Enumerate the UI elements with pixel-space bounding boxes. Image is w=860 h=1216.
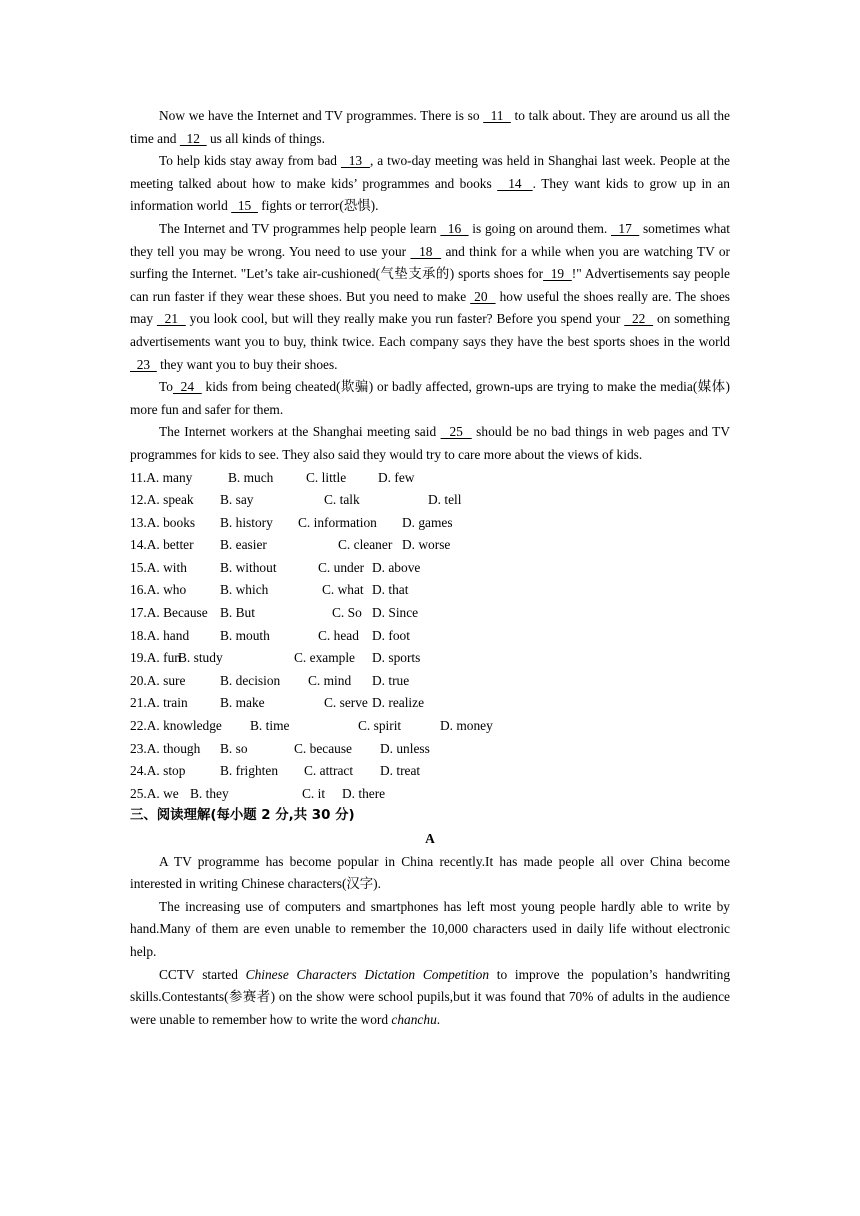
option-choice: 25.A. we <box>130 785 179 801</box>
option-row <box>130 783 730 806</box>
option-choice: 18.A. hand <box>130 627 190 643</box>
option-choice: D. sports <box>372 650 421 666</box>
text-run: The Internet and TV programmes help people learn <box>159 220 441 236</box>
text-run: Now we have the Internet and TV programmes. There is so <box>159 108 484 123</box>
option-row <box>130 670 730 693</box>
text-run: , a two-day meeting was held in Shanghai last week. People at the meeting talked about how to make kids’ programmes and books <box>130 153 731 191</box>
reading-paragraph: A TV programme has become popular in China recently.It has made people all over China become interested in writing Chinese characters(汉字). <box>130 853 730 892</box>
option-choice: D. treat <box>380 763 421 779</box>
text-run: and think for a while when you are watching TV or surfing the Internet. "Let’s take air-cushioned(气垫支承的) sports shoes for <box>130 243 730 282</box>
cloze-blank: 16 <box>440 220 469 236</box>
option-choice: 20.A. sure <box>130 672 186 688</box>
programme-title: Chinese Characters Dictation Competition <box>245 966 490 982</box>
option-choice: C. because <box>294 740 353 756</box>
option-row <box>130 738 730 761</box>
pinyin-word: chanchu <box>391 1011 437 1027</box>
option-choice: D. few <box>378 469 415 485</box>
option-row <box>130 692 730 715</box>
text-run: they want you to buy their shoes. <box>156 356 338 372</box>
option-choice: B. they <box>190 785 229 801</box>
option-choice: D. above <box>372 559 421 575</box>
option-choice: C. cleaner <box>338 537 393 553</box>
option-row <box>130 534 730 557</box>
option-choice: B. easier <box>220 537 267 553</box>
text-run: To help kids stay away from bad <box>159 153 341 169</box>
text-run: to talk about. They are around us all the time and <box>130 108 730 146</box>
option-row <box>130 489 730 512</box>
option-choice: D. unless <box>380 740 430 756</box>
option-choice: 15.A. with <box>130 559 187 575</box>
option-choice: 22.A. knowledge <box>130 718 222 734</box>
option-choice: B. so <box>220 740 248 756</box>
option-row <box>130 557 730 580</box>
cloze-blank: 20 <box>470 288 496 304</box>
cloze-blank: 12 <box>179 130 207 146</box>
option-row <box>130 647 730 670</box>
option-row <box>130 715 730 738</box>
option-choice: B. But <box>220 605 255 621</box>
cloze-paragraph <box>130 218 730 376</box>
option-row <box>130 467 730 490</box>
option-choice: B. frighten <box>220 763 279 779</box>
cloze-blank: 13 <box>340 153 370 169</box>
option-choice: B. mouth <box>220 627 270 643</box>
option-choice: 24.A. stop <box>130 763 186 779</box>
exam-page <box>130 105 730 1031</box>
cloze-blank: 18 <box>410 243 442 259</box>
text-run: to improve the population’s handwriting skills.Contestants(参赛者) on the show were school pupils,but it was found that 70% of adults in the audience were unable to remember how to write the word <box>130 966 731 1027</box>
option-choice: B. which <box>220 582 269 598</box>
option-row <box>130 579 730 602</box>
option-choice: 23.A. though <box>130 740 201 756</box>
option-choice: D. true <box>372 672 410 688</box>
option-choice: 11.A. many <box>130 469 193 485</box>
cloze-blank: 23 <box>130 356 157 372</box>
option-choice: 16.A. who <box>130 582 187 598</box>
cloze-blank: 24 <box>172 379 202 395</box>
option-choice: B. make <box>220 695 265 711</box>
option-choice: D. realize <box>372 695 425 711</box>
option-choice: C. under <box>318 559 365 575</box>
option-row <box>130 512 730 535</box>
cloze-blank: 14 <box>497 175 533 191</box>
option-choice: 19.A. fun <box>130 650 181 666</box>
option-choice: C. it <box>302 785 326 801</box>
option-choice: C. little <box>306 469 347 485</box>
option-choice: D. foot <box>372 627 410 643</box>
option-choice: C. example <box>294 650 355 666</box>
option-choice: C. spirit <box>358 718 402 734</box>
text-run: fights or terror(恐惧). <box>257 198 379 214</box>
text-run: !" Advertisements say people can run faster if they wear these shoes. But you need to make <box>130 266 731 304</box>
reading-paragraph <box>130 964 730 1032</box>
option-choice: D. worse <box>402 537 451 553</box>
section-title: 三、阅读理解(每小题 2 分,共 30 分) <box>130 808 355 824</box>
option-choice: 13.A. books <box>130 514 196 530</box>
cloze-passage <box>130 105 730 467</box>
option-choice: C. So <box>332 605 362 621</box>
cloze-blank: 11 <box>483 108 511 123</box>
cloze-blank: 19 <box>543 266 572 282</box>
text-run: kids from being cheated(欺骗) or badly affected, grown-ups are trying to make the media(媒体) more fun and safer for them. <box>130 379 731 417</box>
option-choice: C. head <box>318 627 359 643</box>
text-run: To <box>159 379 173 395</box>
option-row <box>130 602 730 625</box>
cloze-paragraph <box>130 105 730 150</box>
cloze-blank: 21 <box>156 311 186 327</box>
reading-paragraph: The increasing use of computers and smartphones has left most young people hardly able to write by hand.Many of them are even unable to remember the 10,000 characters used in daily life without electronic help. <box>130 898 730 959</box>
option-row <box>130 625 730 648</box>
option-choice: D. that <box>372 582 409 598</box>
passage-label: A <box>425 831 435 846</box>
option-choice: D. money <box>440 718 493 734</box>
text-run: us all kinds of things. <box>206 130 325 146</box>
cloze-blank: 17 <box>611 220 640 236</box>
cloze-paragraph <box>130 421 730 466</box>
answer-options <box>130 467 730 806</box>
option-choice: B. time <box>250 718 290 734</box>
text-run: is going on around them. <box>468 220 611 236</box>
text-run: should be no bad things in web pages and TV programmes for kids to see. They also said they would try to care more about the views of kids. <box>130 424 731 462</box>
cloze-blank: 22 <box>624 311 654 327</box>
option-choice: D. tell <box>428 492 462 508</box>
option-choice: D. there <box>342 785 386 801</box>
option-choice: B. history <box>220 514 273 530</box>
option-choice: C. information <box>298 514 377 530</box>
reading-passage <box>130 851 730 1032</box>
option-choice: C. serve <box>324 695 368 711</box>
option-choice: B. say <box>220 492 254 508</box>
text-run: CCTV started <box>159 966 246 982</box>
option-choice: D. Since <box>372 605 419 621</box>
text-run: on something advertisements want you to buy, think twice. Each company says they have the best sports shoes in the world <box>130 311 730 349</box>
option-choice: C. what <box>322 582 364 598</box>
option-choice: B. without <box>220 559 277 575</box>
text-run: . <box>436 1011 441 1027</box>
text-run: . They want kids to grow up in an information world <box>130 175 731 214</box>
option-choice: 12.A. speak <box>130 492 194 508</box>
option-choice: C. talk <box>324 492 360 508</box>
text-run: sometimes what they tell you may be wrong. You need to use your <box>130 220 730 259</box>
option-choice: 21.A. train <box>130 695 188 711</box>
cloze-paragraph <box>130 376 730 421</box>
option-choice: C. mind <box>308 672 352 688</box>
cloze-blank: 25 <box>440 424 472 440</box>
option-row <box>130 760 730 783</box>
option-choice: B. much <box>228 469 274 485</box>
text-run: The Internet workers at the Shanghai meeting said <box>159 424 441 440</box>
cloze-blank: 15 <box>231 198 258 214</box>
option-choice: C. attract <box>304 763 354 779</box>
text-run: how useful the shoes really are. The shoes may <box>130 288 730 327</box>
option-choice: B. decision <box>220 672 281 688</box>
option-choice: D. games <box>402 514 453 530</box>
text-run: you look cool, but will they really make you run faster? Before you spend your <box>185 311 625 327</box>
option-choice: 17.A. Because <box>130 605 208 621</box>
option-choice: B. study <box>178 650 223 666</box>
option-choice: 14.A. better <box>130 537 194 553</box>
cloze-paragraph <box>130 150 730 218</box>
